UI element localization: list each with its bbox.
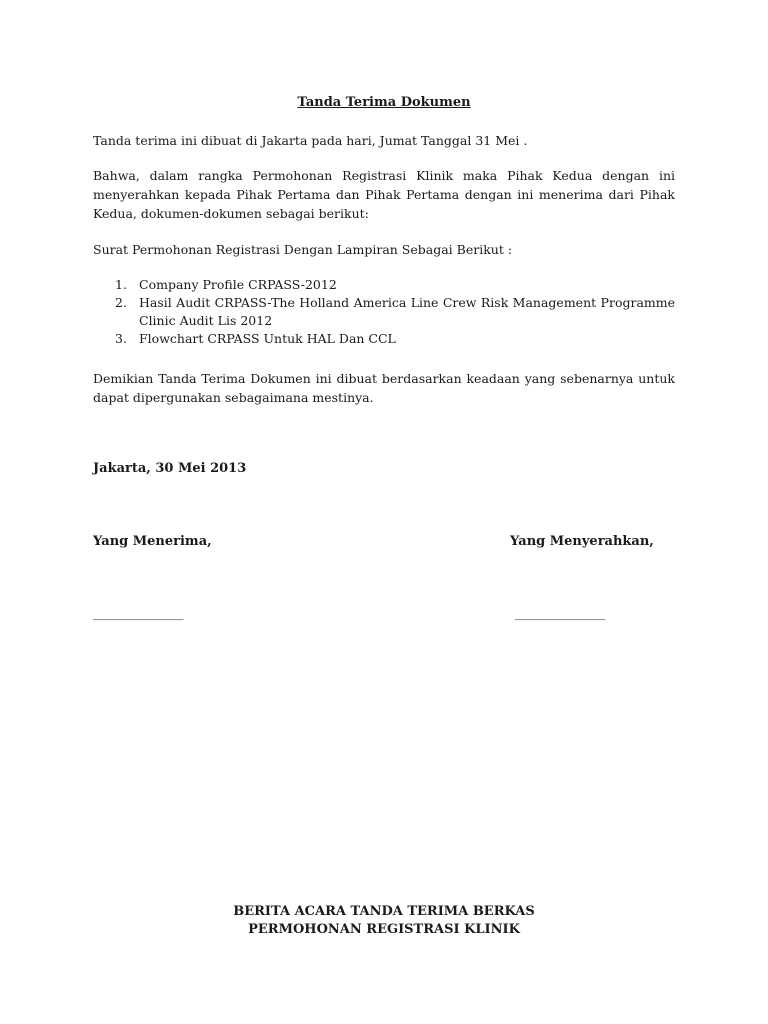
list-item-number: 1. [115,277,127,292]
receiver-label: Yang Menerima, [93,534,212,549]
place-date: Jakarta, 30 Mei 2013 [93,461,247,476]
list-item-text: Company Profile CRPASS-2012 [139,277,337,292]
closing-paragraph: Demikian Tanda Terima Dokumen ini dibuat berdasarkan keadaan yang sebenarnya untuk dapat dipergunakan sebagaimana mestinya. [93,371,675,405]
footer-heading [0,903,768,939]
receiver-signature-line: _______________ [93,606,183,621]
footer-line-1: BERITA ACARA TANDA TERIMA BERKAS [233,904,535,919]
giver-label: Yang Menyerahkan, [510,534,654,549]
intro-paragraph: Tanda terima ini dibuat di Jakarta pada hari, Jumat Tanggal 31 Mei . [93,133,528,148]
bahwa-paragraph: Bahwa, dalam rangka Permohonan Registrasi Klinik maka Pihak Kedua dengan ini menyerahkan kepada Pihak Pertama dan Pihak Pertama dengan ini menerima dari Pihak Kedua, dokumen-dokumen sebagai berikut: [93,168,675,221]
list-item-text: Hasil Audit CRPASS-The Holland America Line Crew Risk Management Programme Clinic Audit Lis 2012 [139,295,675,328]
list-item-number: 2. [115,295,127,310]
footer-line-2: PERMOHONAN REGISTRASI KLINIK [248,922,520,937]
list-item-text: Flowchart CRPASS Untuk HAL Dan CCL [139,331,396,346]
attachment-list [93,276,675,348]
list-item-number: 3. [115,331,127,346]
surat-paragraph: Surat Permohonan Registrasi Dengan Lampiran Sebagai Berikut : [93,242,513,257]
giver-signature-line: _______________ [515,606,605,621]
list-item [93,294,675,330]
document-title: Tanda Terima Dokumen [297,95,471,110]
list-item [93,276,675,294]
list-item [93,330,675,348]
